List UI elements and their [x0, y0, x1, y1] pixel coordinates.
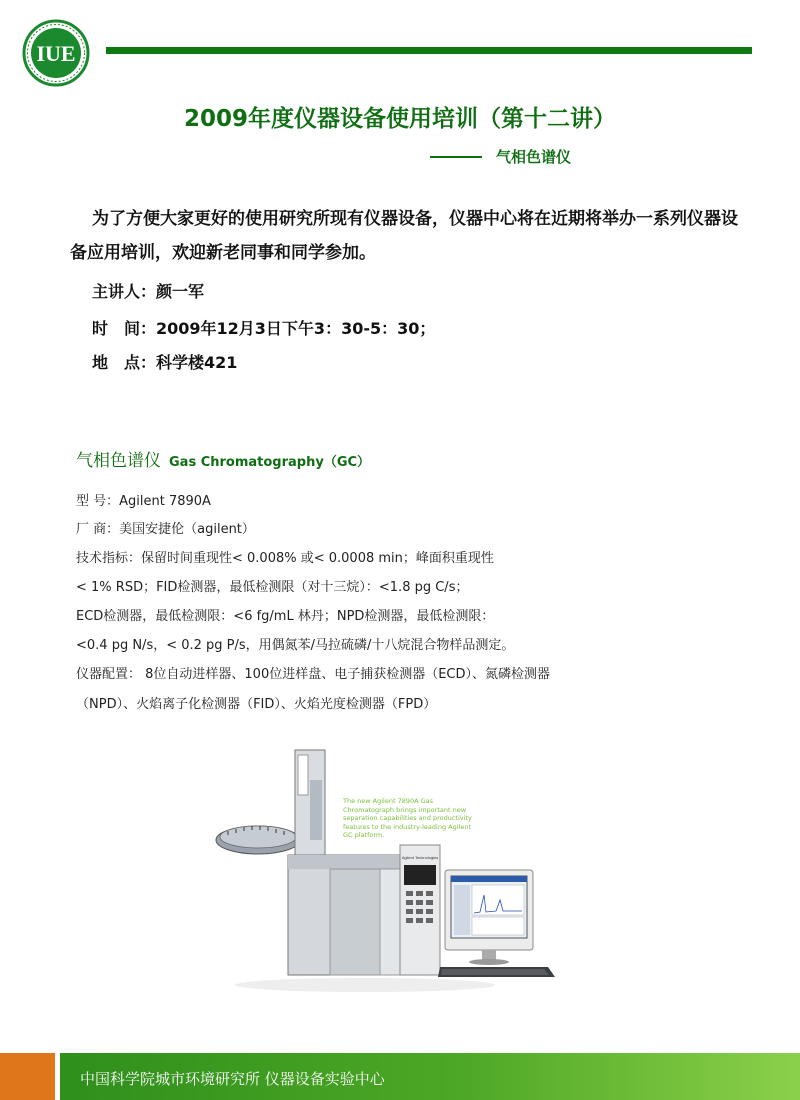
- page-title: 2009年度仪器设备使用培训（第十二讲）: [183, 106, 616, 132]
- svg-text:Agilent Technologies: Agilent Technologies: [401, 855, 439, 860]
- spec-line: 厂 商：美国安捷伦（agilent）: [76, 522, 255, 537]
- institute-logo: [22, 19, 90, 87]
- spec-line: （NPD）、火焰离子化检测器（FID）、火焰光度检测器（FPD）: [76, 697, 437, 712]
- place-line: 地 点：科学楼421: [92, 353, 238, 372]
- subtitle-text: 气相色谱仪: [496, 148, 572, 166]
- footer-accent: [0, 1053, 55, 1100]
- header-rule: [106, 47, 752, 54]
- spec-line: 仪器配置： 8位自动进样器、100位进样盘、电子捕获检测器（ECD）、氮磷检测器: [76, 667, 551, 682]
- gc-instrument-photo: [210, 745, 600, 995]
- subtitle-dash: [430, 156, 482, 158]
- gc-heading: [76, 446, 370, 471]
- spec-line: ECD检测器，最低检测限：<6 fg/mL 林丹；NPD检测器，最低检测限：: [76, 609, 495, 624]
- photo-caption: The new Agilent 7890A Gas Chromatograph brings important new separation capabilities and productivity features to the industry-leading Agilent GC platform.: [343, 797, 472, 839]
- spec-line: 型 号：Agilent 7890A: [76, 494, 211, 509]
- speaker-line: 主讲人：颜一军: [92, 282, 205, 301]
- spec-line: 技术指标：保留时间重现性< 0.008% 或< 0.0008 min；峰面积重现性: [76, 551, 494, 566]
- gc-heading-cn: 气相色谱仪: [76, 451, 161, 471]
- page-subtitle: [430, 146, 571, 167]
- time-line: 时 间：2009年12月3日下午3：30-5：30；: [92, 319, 436, 338]
- gc-heading-en: Gas Chromatography（GC）: [169, 455, 371, 470]
- spec-line: <0.4 pg N/s，< 0.2 pg P/s，用偶氮苯/马拉硫磷/十八烷混合物样品测定。: [76, 638, 515, 653]
- intro-paragraph: 为了方便大家更好的使用研究所现有仪器设备，仪器中心将在近期将举办一系列仪器设备应用培训，欢迎新老同事和同学参加。: [70, 209, 738, 263]
- svg-text:IUE: IUE: [36, 41, 76, 66]
- footer-text: 中国科学院城市环境研究所 仪器设备实验中心: [80, 1070, 385, 1088]
- spec-line: < 1% RSD；FID检测器，最低检测限（对十三烷）：<1.8 pg C/s；: [76, 580, 469, 595]
